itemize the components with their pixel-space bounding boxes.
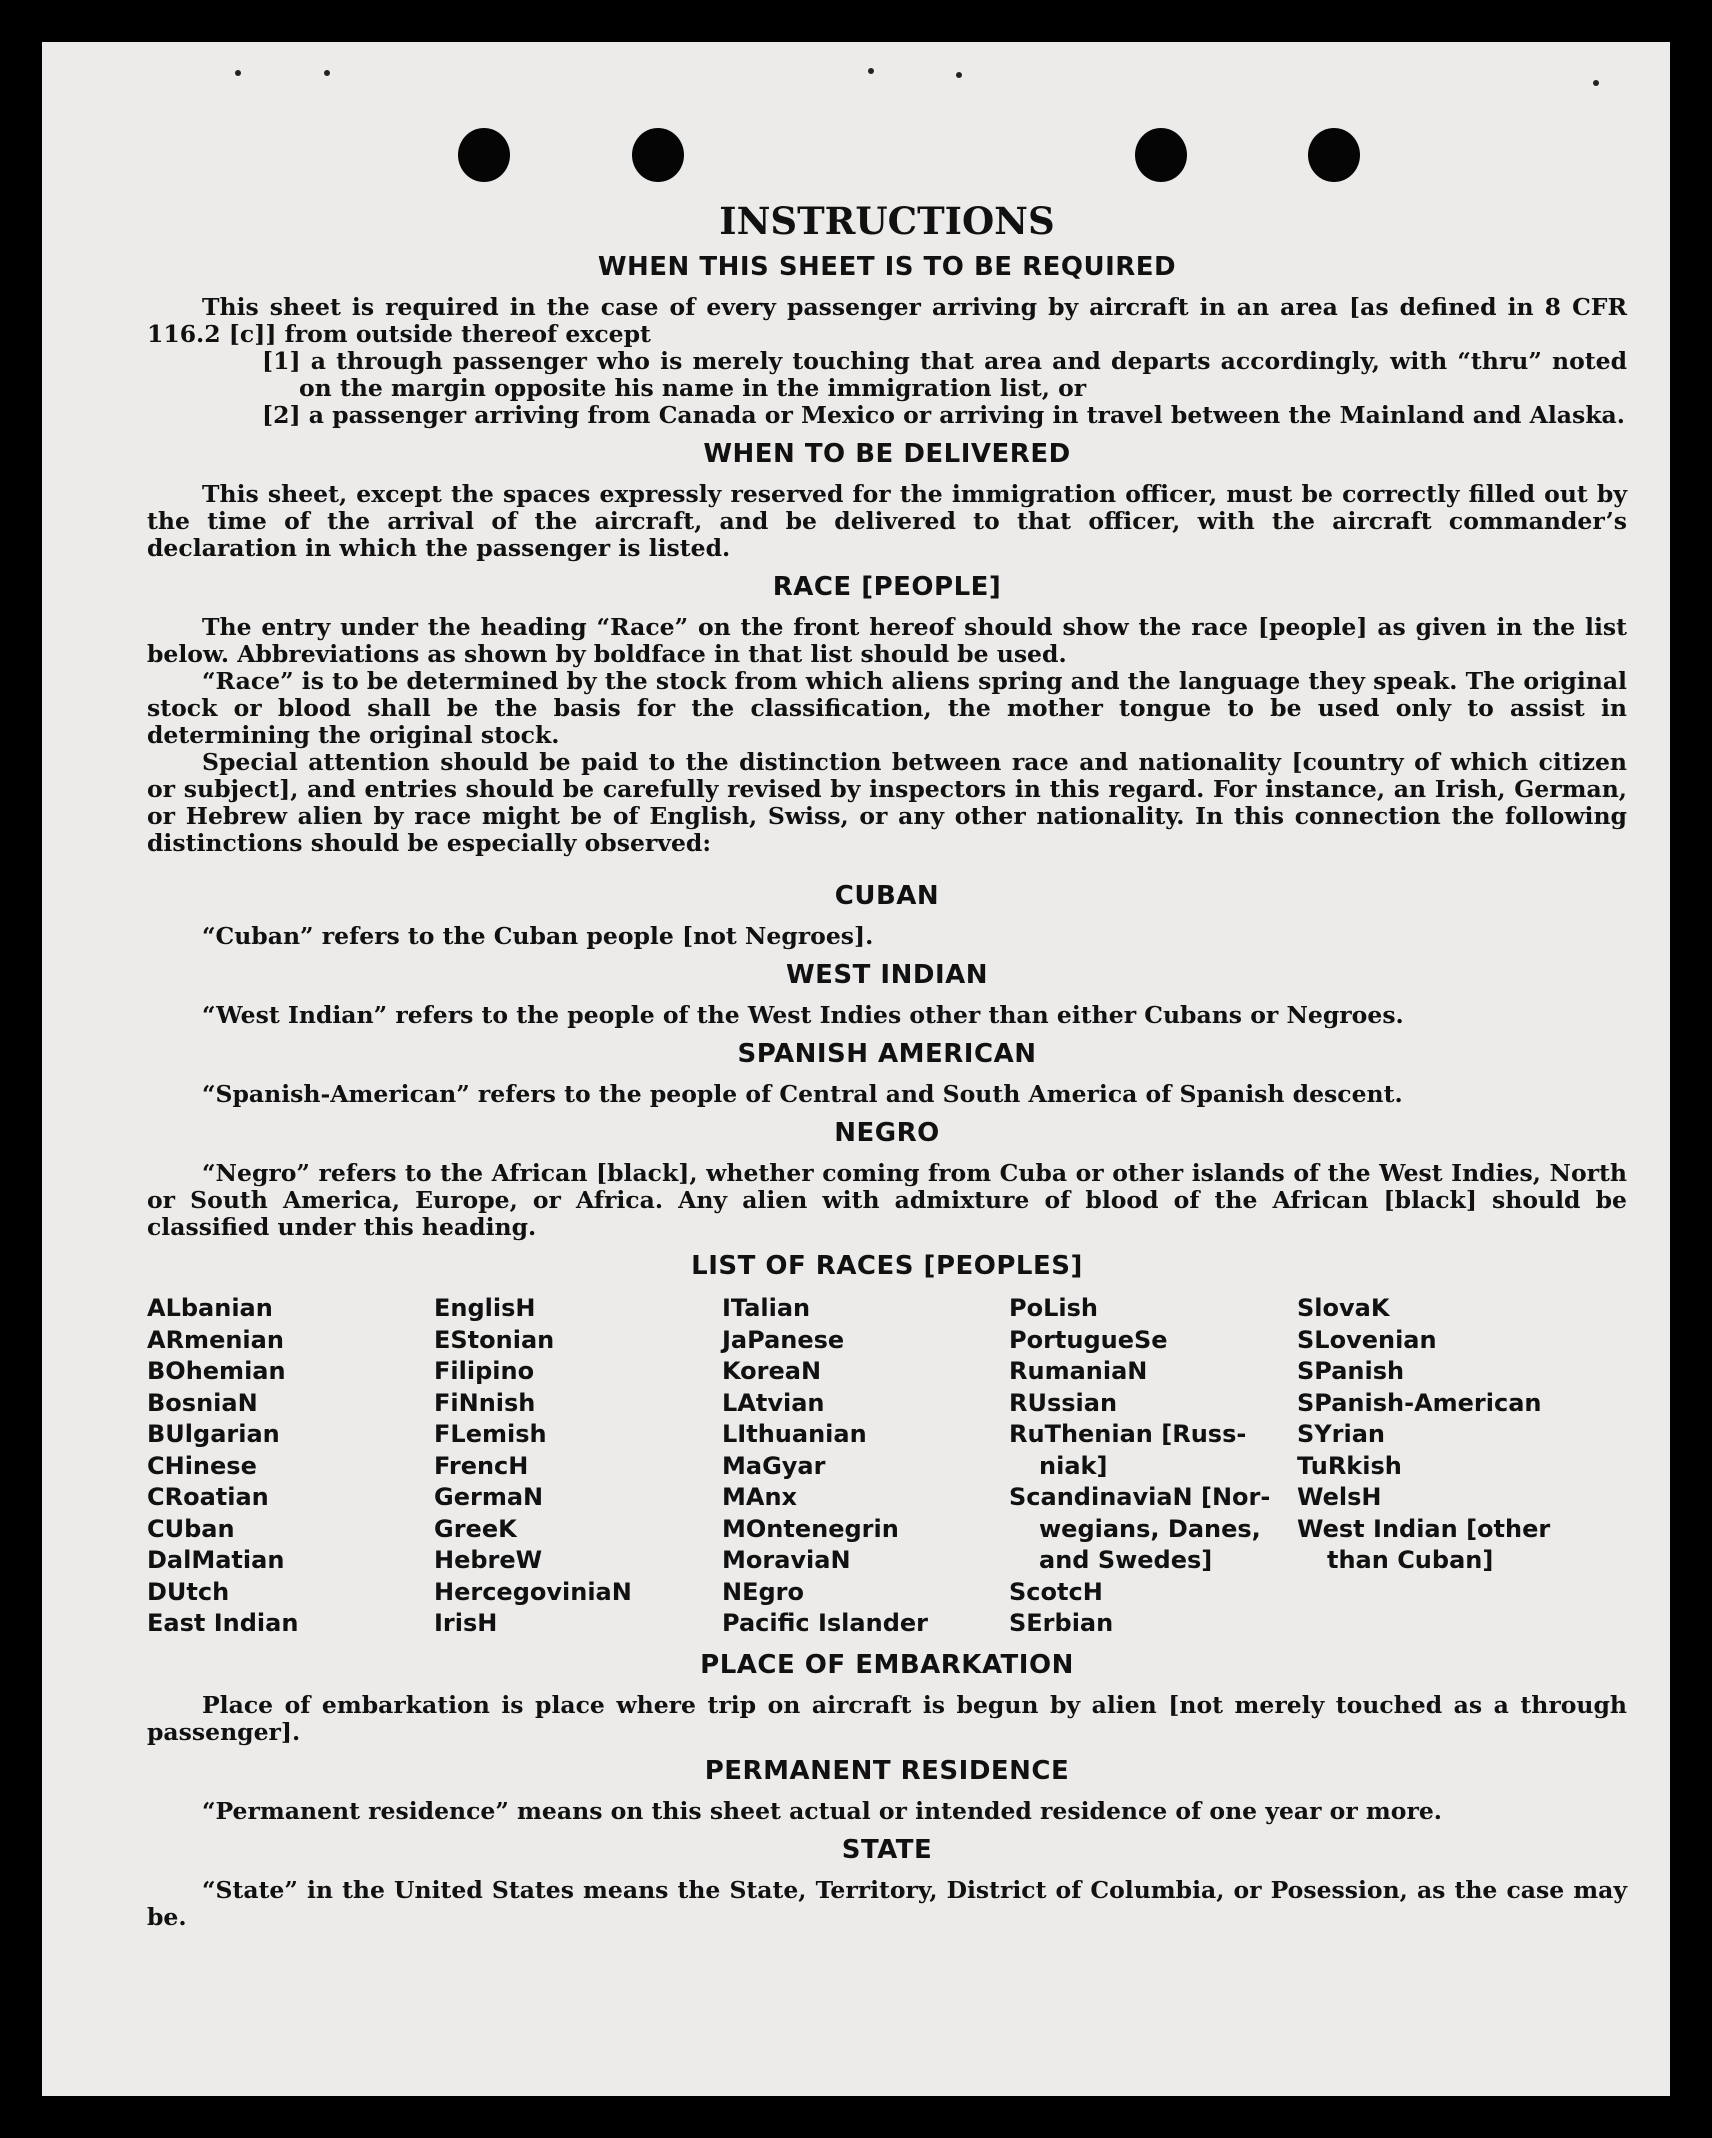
speck xyxy=(324,70,330,76)
race-entry: BosniaN xyxy=(147,1388,258,1417)
race-entry: PortugueSe xyxy=(1009,1325,1168,1354)
west-indian-text: “West Indian” refers to the people of the West Indies other than either Cubans or Negroes. xyxy=(202,1001,1404,1029)
negro-text: “Negro” refers to the African [black], whether coming from Cuba or other islands of the West Indies, North or South America, Europe, or Africa. Any alien with admixture of blood of the African [black] should be classified under this heading. xyxy=(147,1159,1627,1241)
punch-hole xyxy=(458,128,510,182)
speck xyxy=(868,68,874,74)
race-column-4 xyxy=(1009,1293,1297,1640)
race-entry-continuation: niak] xyxy=(1039,1451,1108,1480)
race-entry: WelsH xyxy=(1297,1483,1382,1511)
race-entry: SPanish-American xyxy=(1297,1388,1542,1417)
race-entry-continuation: and Swedes] xyxy=(1039,1546,1213,1574)
race-entry: BOhemian xyxy=(147,1357,286,1385)
punch-hole xyxy=(1308,128,1360,182)
instructions-body xyxy=(147,192,1627,1931)
when-required-intro: This sheet is required in the case of every passenger arriving by aircraft in an area [as defined in 8 CFR 116.2 [c]] from outside thereof except xyxy=(147,293,1627,348)
race-entry: MaGyar xyxy=(722,1451,826,1480)
exception-item-2: [2] a passenger arriving from Canada or Mexico or arriving in travel between the Mainland and Alaska. xyxy=(262,401,1625,429)
race-entry: West Indian [other xyxy=(1297,1514,1551,1543)
race-entry-continuation: than Cuban] xyxy=(1327,1546,1494,1574)
heading-race: RACE [PEOPLE] xyxy=(772,572,1002,602)
punch-hole xyxy=(1135,128,1187,182)
heading-state: STATE xyxy=(841,1834,933,1865)
race-entry: JaPanese xyxy=(722,1325,845,1354)
speck xyxy=(1593,80,1599,86)
race-entry: KoreaN xyxy=(722,1357,822,1385)
race-column-3 xyxy=(722,1293,1009,1640)
race-entry: FiNnish xyxy=(434,1388,536,1417)
race-entry: MOntenegrin xyxy=(722,1514,899,1543)
speck xyxy=(956,72,962,78)
race-paragraph-2: “Race” is to be determined by the stock from which aliens spring and the language they speak. The original stock or blood shall be the basis for the classification, the mother tongue to be used only to assist in determining the original stock. xyxy=(147,667,1627,749)
heading-negro: NEGRO xyxy=(834,1118,940,1148)
race-list xyxy=(147,1293,1627,1640)
cuban-text: “Cuban” refers to the Cuban people [not Negroes]. xyxy=(202,922,874,950)
race-entry: ALbanian xyxy=(147,1294,273,1322)
race-entry: TuRkish xyxy=(1297,1451,1402,1480)
race-entry: DUtch xyxy=(147,1577,230,1606)
heading-embarkation: PLACE OF EMBARKATION xyxy=(700,1649,1074,1680)
race-entry: LAtvian xyxy=(722,1388,825,1417)
heading-west-indian: WEST INDIAN xyxy=(785,960,989,990)
race-paragraph-3: Special attention should be paid to the distinction between race and nationality [country of which citizen or subject], and entries should be carefully revised by inspectors in this regard. For instance, an Irish, German, or Hebrew alien by race might be of English, Swiss, or any other nationality. In this connection the following distinctions should be especially observed: xyxy=(147,748,1627,857)
when-delivered-text: This sheet, except the spaces expressly reserved for the immigration officer, must be correctly filled out by the time of the arrival of the aircraft, and be delivered to that officer, with the aircraft commander’s declaration in which the passenger is listed. xyxy=(147,480,1627,562)
state-text: “State” in the United States means the State, Territory, District of Columbia, or Posession, as the case may be. xyxy=(147,1875,1627,1931)
race-entry: SlovaK xyxy=(1297,1294,1390,1322)
race-entry: PoLish xyxy=(1009,1294,1098,1322)
race-entry: East Indian xyxy=(147,1609,299,1637)
race-entry: HercegoviniaN xyxy=(434,1577,632,1606)
race-entry: MAnx xyxy=(722,1483,798,1511)
race-entry: LIthuanian xyxy=(722,1420,867,1448)
race-entry: BUlgarian xyxy=(147,1420,280,1448)
permanent-residence-text: “Permanent residence” means on this sheet actual or intended residence of one year or more. xyxy=(202,1796,1442,1825)
race-entry: EnglisH xyxy=(434,1294,536,1322)
race-entry: SYrian xyxy=(1297,1420,1386,1448)
race-entry: SPanish xyxy=(1297,1357,1405,1385)
race-column-1 xyxy=(147,1293,434,1640)
exception-item-1: [1] a through passenger who is merely touching that area and departs accordingly, with “thru” noted on the margin opposite his name in the immigration list, or xyxy=(262,347,1627,402)
race-entry: ScotcH xyxy=(1009,1577,1103,1606)
race-entry: HebreW xyxy=(434,1546,543,1574)
race-entry: SLovenian xyxy=(1297,1325,1437,1354)
heading-when-delivered: WHEN TO BE DELIVERED xyxy=(703,439,1071,469)
race-entry: FLemish xyxy=(434,1420,547,1448)
race-entry: RuThenian [Russ- xyxy=(1009,1420,1247,1448)
race-entry: ARmenian xyxy=(147,1325,284,1354)
race-entry: IrisH xyxy=(434,1609,498,1637)
race-column-5 xyxy=(1297,1293,1627,1640)
document-page xyxy=(42,42,1670,2096)
speck xyxy=(235,70,241,76)
race-entry: CHinese xyxy=(147,1451,257,1480)
spanish-american-text: “Spanish-American” refers to the people of Central and South America of Spanish descent. xyxy=(202,1080,1403,1108)
heading-permanent-residence: PERMANENT RESIDENCE xyxy=(704,1755,1070,1786)
race-entry: NEgro xyxy=(722,1577,804,1606)
race-entry-continuation: wegians, Danes, xyxy=(1039,1514,1261,1543)
race-entry: FrencH xyxy=(434,1451,529,1480)
exception-list xyxy=(262,348,1627,429)
race-entry: RUssian xyxy=(1009,1388,1118,1417)
page-title: INSTRUCTIONS xyxy=(719,199,1055,243)
race-entry: SErbian xyxy=(1009,1609,1114,1637)
race-entry: EStonian xyxy=(434,1325,555,1354)
heading-cuban: CUBAN xyxy=(834,881,940,911)
race-entry: RumaniaN xyxy=(1009,1357,1148,1385)
race-entry: MoraviaN xyxy=(722,1546,851,1574)
heading-list-of-races: LIST OF RACES [PEOPLES] xyxy=(691,1251,1083,1281)
race-column-2 xyxy=(434,1293,722,1640)
heading-spanish-american: SPANISH AMERICAN xyxy=(737,1039,1037,1069)
race-entry: CUban xyxy=(147,1514,235,1543)
embarkation-text: Place of embarkation is place where trip on aircraft is begun by alien [not merely touched as a through passenger]. xyxy=(147,1690,1627,1746)
race-entry: Pacific Islander xyxy=(722,1609,928,1637)
race-entry: ScandinaviaN [Nor- xyxy=(1009,1483,1271,1511)
race-entry: CRoatian xyxy=(147,1483,269,1511)
race-entry: DalMatian xyxy=(147,1546,285,1574)
race-entry: GreeK xyxy=(434,1514,517,1543)
race-entry: ITalian xyxy=(722,1294,811,1322)
race-entry: Filipino xyxy=(434,1357,535,1385)
race-entry: GermaN xyxy=(434,1483,544,1511)
race-paragraph-1: The entry under the heading “Race” on the front hereof should show the race [people] as given in the list below. Abbreviations as shown by boldface in that list should be used. xyxy=(147,613,1627,668)
heading-when-required: WHEN THIS SHEET IS TO BE REQUIRED xyxy=(597,252,1177,282)
punch-hole xyxy=(632,128,684,182)
